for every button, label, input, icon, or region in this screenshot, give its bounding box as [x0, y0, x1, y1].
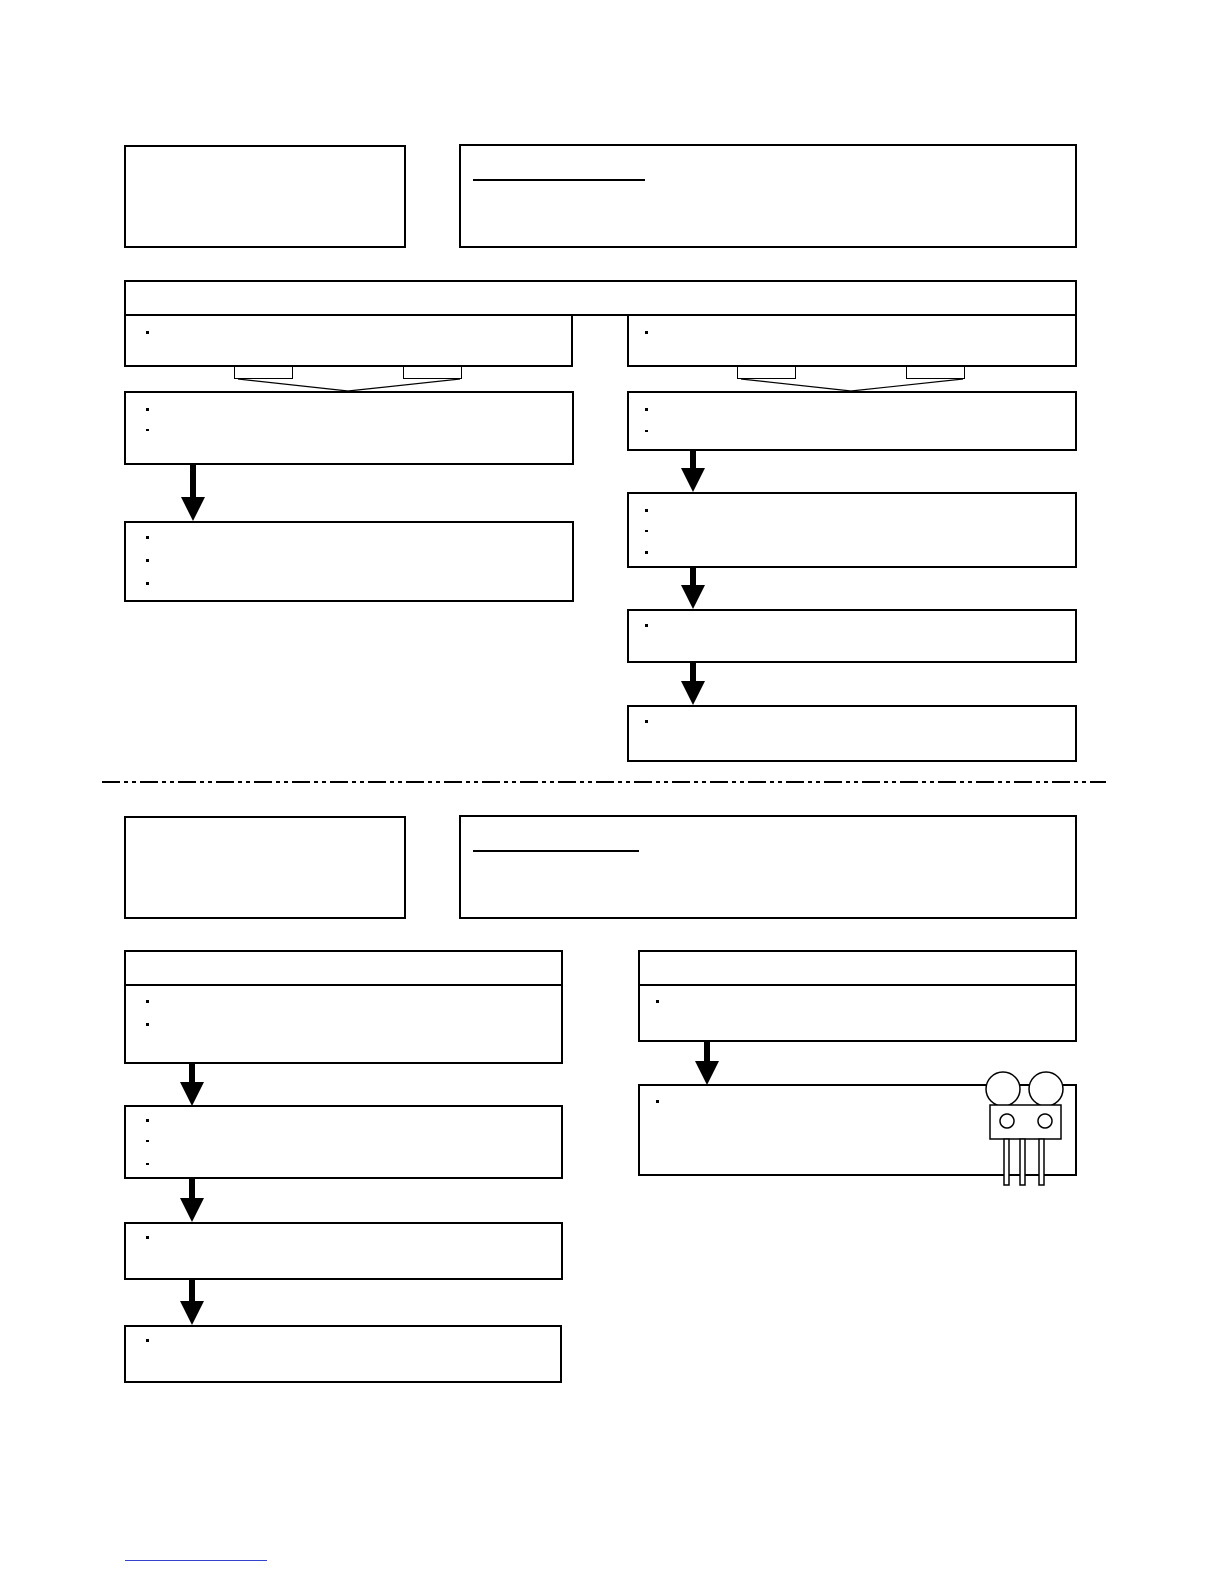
footer-link-underline: [125, 1560, 267, 1561]
